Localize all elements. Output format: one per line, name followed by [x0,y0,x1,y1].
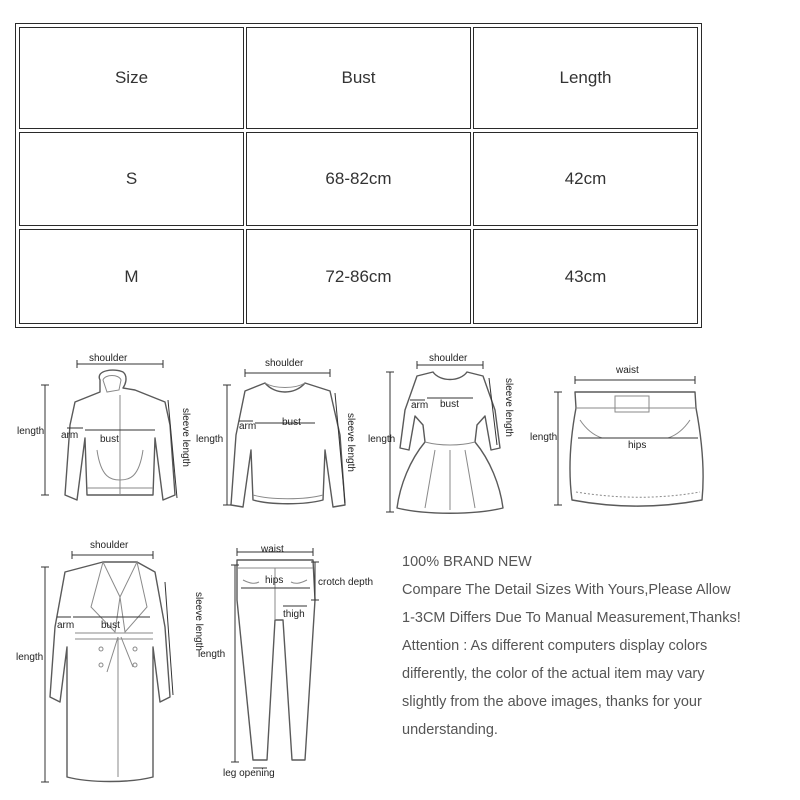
skirt-length-label: length [530,432,558,443]
notice-brand-new: 100% BRAND NEW [402,554,532,570]
row-s-bust: 68-82cm [246,132,471,226]
notice-attention-line1: Attention : As different computers display colors [402,638,708,654]
hoodie-arm-label: arm [61,430,79,441]
product-notice [402,548,797,744]
skirt-hips-label: hips [628,440,647,451]
notice-attention-line3: slightly from the above images, thanks for your [402,694,702,710]
dress-length-label: length [368,434,396,445]
coat-illustration [15,537,195,792]
header-length: Length [473,27,698,129]
dress-bust-label: bust [440,399,459,410]
notice-attention-line2: differently, the color of the actual item may vary [402,666,705,682]
sweater-length-label: length [196,434,224,445]
size-chart-table [15,23,702,328]
hoodie-shoulder-label: shoulder [89,353,128,364]
row-s-length: 42cm [473,132,698,226]
row-m-size: M [19,229,244,324]
coat-sleeve-label: sleeve length [193,592,204,651]
notice-compare-line1: Compare The Detail Sizes With Yours,Please Allow [402,582,731,598]
dress-sleeve-label: sleeve length [503,378,514,437]
pants-diagram [195,540,385,790]
row-s-size: S [19,132,244,226]
pants-hips-label: hips [265,575,284,586]
coat-bust-label: bust [101,620,120,631]
coat-length-label: length [16,652,44,663]
sweater-bust-label: bust [282,417,301,428]
dress-shoulder-label: shoulder [429,353,468,364]
sweater-arm-label: arm [239,421,257,432]
sweater-sleeve-label: sleeve length [345,413,356,472]
pants-leg-opening-label: leg opening [223,768,275,779]
hoodie-sleeve-label: sleeve length [180,408,191,467]
header-size: Size [19,27,244,129]
pants-thigh-label: thigh [283,609,305,620]
hoodie-diagram [15,350,195,520]
skirt-diagram [530,360,710,520]
hoodie-bust-label: bust [100,434,119,445]
pants-crotch-depth-label: crotch depth [318,577,374,588]
header-bust: Bust [246,27,471,129]
coat-diagram [15,537,204,792]
coat-shoulder-label: shoulder [90,540,129,551]
notice-attention-line4: understanding. [402,722,498,738]
dress-diagram [365,350,535,520]
pants-waist-label: waist [261,544,284,555]
row-m-bust: 72-86cm [246,229,471,324]
notice-compare-line2: 1-3CM Differs Due To Manual Measurement,Thanks! [402,610,741,626]
sweater-shoulder-label: shoulder [265,358,304,369]
hoodie-length-label: length [17,426,45,437]
coat-arm-label: arm [57,620,75,631]
sweater-diagram [195,355,375,520]
skirt-waist-label: waist [616,365,639,376]
dress-arm-label: arm [411,400,429,411]
pants-length-label: length [198,649,226,660]
row-m-length: 43cm [473,229,698,324]
